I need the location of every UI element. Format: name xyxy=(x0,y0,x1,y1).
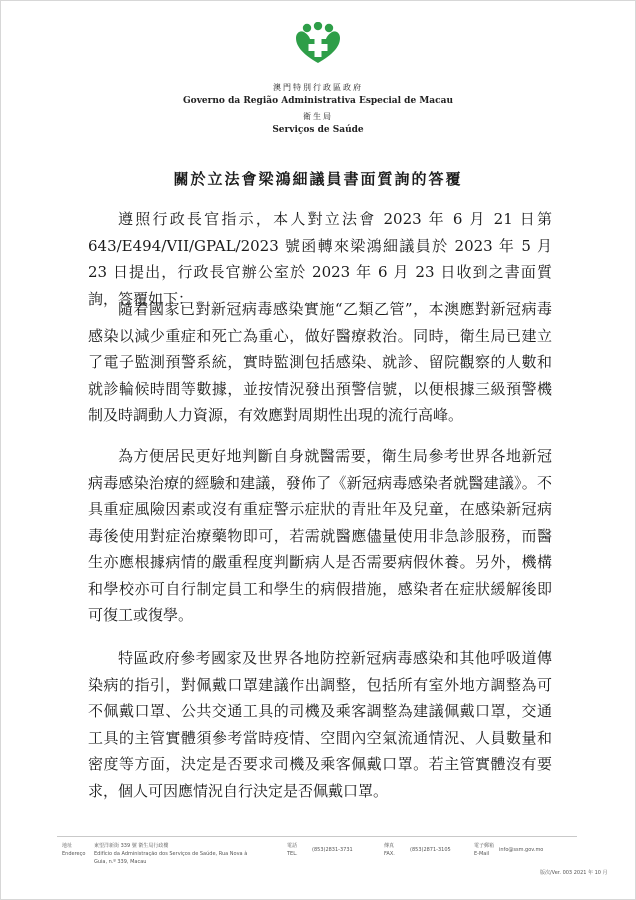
fax-number: (853)2871-3105 xyxy=(410,847,451,853)
address-portuguese-line-1: Edifício da Administração dos Serviços de Saúde, Rua Nova à xyxy=(94,851,248,857)
department-name-chinese: 衛生局 xyxy=(303,112,333,121)
email-label-portuguese: E-Mail xyxy=(474,851,490,857)
body-paragraph-mask-policy: 特區政府參考國家及世界各地防控新冠病毒感染和其他呼吸道傳染病的指引，對佩戴口罩建議作出調整，包括所有室外地方調整為可不佩戴口罩、公共交通工具的司機及乘客調整為建議佩戴口罩，交通工具的主管實體須參考當時疫情、空間內空氣流通情況、人員數量和密度等方面，決定是否要求司機及乘客佩戴口罩。若主管實體沒有要求，個人可因應情況自行決定是否佩戴口罩。 xyxy=(88,649,552,800)
body-paragraph-medical-advice: 為方便居民更好地判斷自身就醫需要，衛生局參考世界各地新冠病毒感染治療的經驗和建議，發佈了《新冠病毒感染者就醫建議》。不具重症風險因素或沒有重症警示症狀的青壯年及兒童，在感染新冠病毒後使用對症治療藥物即可，若需就醫應儘量使用非急診服務，而醫生亦應根據病情的嚴重程度判斷病人是否需要病假休養。另外，機構和學校亦可自行制定員工和學生的病假措施，感染者在症狀緩解後即可復工或復學。 xyxy=(88,447,552,624)
address-label-chinese: 地址 xyxy=(62,843,73,849)
telephone-label-portuguese: TEL. xyxy=(287,851,298,857)
government-name-chinese: 澳門特別行政區政府 xyxy=(273,83,363,92)
department-name-portuguese: Serviços de Saúde xyxy=(272,125,364,135)
footer-divider xyxy=(57,836,577,837)
body-paragraph-intro: 遵照行政長官指示，本人對立法會 2023 年 6 月 21 日第 643/E494/VII/GPAL/2023 號函轉來梁鴻細議員於 2023 年 5 月 23 日提出，行政長官辦公室於 2023 年 6 月 23 日收到之書面質詢，答覆如下： xyxy=(88,210,552,308)
address-portuguese-line-2: Guia, n.º 339, Macau xyxy=(94,859,147,865)
health-bureau-logo-icon xyxy=(294,22,342,64)
document-version: 版次/Ver. 003 2021 年 10 月 xyxy=(540,870,608,876)
government-name-portuguese: Governo da Região Administrativa Especial de Macau xyxy=(183,96,453,106)
body-paragraph-monitoring: 隨着國家已對新冠病毒感染實施“乙類乙管”，本澳應對新冠病毒感染以減少重症和死亡為重心，做好醫療救治。同時，衛生局已建立了電子監測預警系統，實時監測包括感染、就診、留院觀察的人數和就診輪候時間等數據，並按情況發出預警信號，以便根據三級預警機制及時調動人力資源，有效應對周期性出現的流行高峰。 xyxy=(88,300,552,424)
document-title: 關於立法會梁鴻細議員書面質詢的答覆 xyxy=(173,170,463,188)
address-label-portuguese: Endereço xyxy=(62,851,86,857)
email-address[interactable]: info@ssm.gov.mo xyxy=(499,847,544,853)
email-label-chinese: 電子郵箱 xyxy=(474,843,495,849)
telephone-number: (853)2831-3731 xyxy=(312,847,353,853)
fax-label-chinese: 傳真 xyxy=(384,843,395,849)
address-chinese: 東望洋新街 339 號 衛生局行政樓 xyxy=(94,843,169,849)
telephone-label-chinese: 電話 xyxy=(287,843,298,849)
fax-label-portuguese: FAX. xyxy=(384,851,395,857)
